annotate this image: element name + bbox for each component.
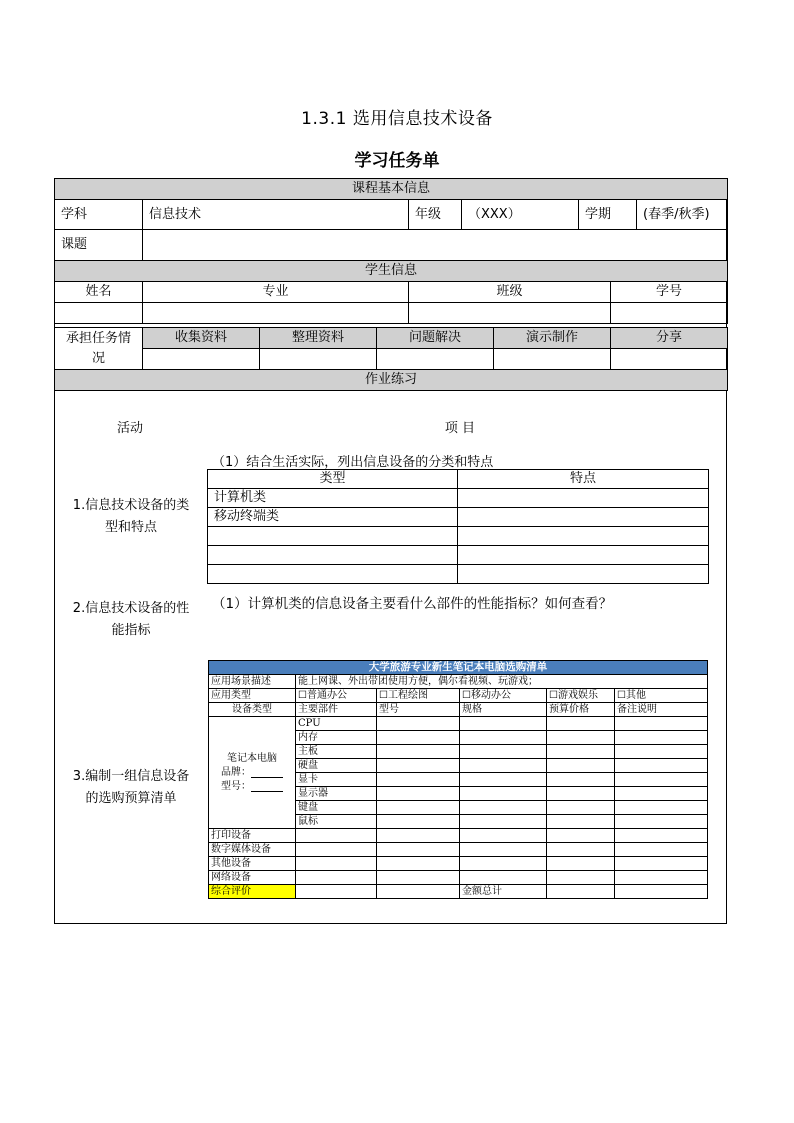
activity-2: 2.信息技术设备的性能指标 — [72, 601, 190, 638]
cell[interactable] — [460, 731, 547, 745]
cell[interactable] — [615, 801, 708, 815]
task-solve: 问题解决 — [377, 328, 494, 349]
cell[interactable] — [460, 857, 547, 871]
model-blank[interactable] — [251, 781, 283, 792]
t1-row-feature[interactable] — [458, 508, 709, 527]
cell[interactable] — [615, 885, 708, 899]
cell[interactable] — [547, 731, 615, 745]
type-option[interactable]: ☐其他 — [615, 689, 708, 703]
cell[interactable] — [377, 829, 460, 843]
cell[interactable] — [547, 871, 615, 885]
project-label: 项 目 — [444, 421, 476, 436]
question-1: （1）结合生活实际，列出信息设备的分类和特点 — [212, 455, 494, 470]
name-cell[interactable] — [55, 303, 143, 324]
grade-value[interactable]: （XXX） — [462, 200, 579, 230]
task-organize-cell[interactable] — [260, 349, 377, 370]
cell[interactable] — [377, 745, 460, 759]
task-demo-cell[interactable] — [494, 349, 611, 370]
cell[interactable] — [296, 843, 377, 857]
t1-row-feature[interactable] — [458, 489, 709, 508]
cell[interactable] — [377, 759, 460, 773]
laptop-cell — [209, 717, 296, 829]
cell[interactable] — [615, 745, 708, 759]
cell[interactable] — [547, 857, 615, 871]
cell[interactable] — [615, 773, 708, 787]
device-printer: 打印设备 — [209, 829, 296, 843]
brand-label: 品牌： — [221, 766, 251, 778]
cell[interactable] — [296, 871, 377, 885]
col-id: 学号 — [611, 282, 728, 303]
col-model: 型号 — [377, 703, 460, 717]
budget-title: 大学旅游专业新生笔记本电脑选购清单 — [209, 661, 708, 675]
t1-row-feature[interactable] — [458, 565, 709, 584]
cell[interactable] — [460, 815, 547, 829]
basic-info-header: 课程基本信息 — [55, 179, 728, 200]
type-option[interactable]: ☐游戏娱乐 — [547, 689, 615, 703]
cell[interactable] — [377, 773, 460, 787]
cell[interactable] — [547, 773, 615, 787]
cell[interactable] — [615, 857, 708, 871]
subject-value[interactable]: 信息技术 — [143, 200, 409, 230]
part-mouse: 鼠标 — [296, 815, 377, 829]
cell[interactable] — [547, 843, 615, 857]
task-table — [54, 327, 728, 391]
grade-label: 年级 — [409, 200, 462, 230]
cell[interactable] — [460, 717, 547, 731]
laptop-label: 笔记本电脑 — [227, 752, 277, 764]
task-demo: 演示制作 — [494, 328, 611, 349]
cell[interactable] — [377, 843, 460, 857]
cell[interactable] — [296, 885, 377, 899]
cell[interactable] — [377, 885, 460, 899]
cell[interactable] — [460, 829, 547, 843]
col-price: 预算价格 — [547, 703, 615, 717]
budget-table — [208, 660, 708, 899]
cell[interactable] — [460, 745, 547, 759]
col-part: 主要部件 — [296, 703, 377, 717]
cell[interactable] — [615, 787, 708, 801]
cell[interactable] — [460, 801, 547, 815]
cell[interactable] — [547, 829, 615, 843]
scene-label: 应用场景描述 — [209, 675, 296, 689]
part-display: 显示器 — [296, 787, 377, 801]
cell[interactable] — [547, 745, 615, 759]
cell[interactable] — [547, 815, 615, 829]
cell[interactable] — [460, 773, 547, 787]
cell[interactable] — [615, 717, 708, 731]
t1-row-type: 计算机类 — [208, 489, 458, 508]
task-solve-cell[interactable] — [377, 349, 494, 370]
activity-1: 1.信息技术设备的类型和特点 — [72, 498, 190, 535]
device-other: 其他设备 — [209, 857, 296, 871]
task-organize: 整理资料 — [260, 328, 377, 349]
cell[interactable] — [615, 815, 708, 829]
task-share-cell[interactable] — [611, 349, 728, 370]
total-label: 金额总计 — [460, 885, 547, 899]
t1-row-feature[interactable] — [458, 527, 709, 546]
device-type-table — [207, 469, 709, 584]
cell[interactable] — [377, 801, 460, 815]
col-device-type: 设备类型 — [209, 703, 296, 717]
homework-header: 作业练习 — [55, 370, 728, 391]
task-collect: 收集资料 — [143, 328, 260, 349]
model-label: 型号： — [221, 780, 251, 792]
part-cpu: CPU — [296, 717, 377, 731]
device-network: 网络设备 — [209, 871, 296, 885]
cell[interactable] — [615, 871, 708, 885]
cell[interactable] — [377, 787, 460, 801]
col-major: 专业 — [143, 282, 409, 303]
type-option[interactable]: ☐普通办公 — [296, 689, 377, 703]
col-note: 备注说明 — [615, 703, 708, 717]
t1-row-type[interactable] — [208, 546, 458, 565]
id-cell[interactable] — [611, 303, 728, 324]
term-value[interactable]: (春季/秋季) — [637, 200, 728, 230]
t1-row-feature[interactable] — [458, 546, 709, 565]
cell[interactable] — [377, 731, 460, 745]
cell[interactable] — [460, 759, 547, 773]
part-motherboard: 主板 — [296, 745, 377, 759]
cell[interactable] — [547, 885, 615, 899]
t1-row-type[interactable] — [208, 527, 458, 546]
cell[interactable] — [547, 759, 615, 773]
t1-head-feature: 特点 — [458, 470, 709, 489]
cell[interactable] — [377, 815, 460, 829]
activity-3: 3.编制一组信息设备的选购预算清单 — [72, 769, 190, 806]
topic-value[interactable] — [143, 230, 728, 261]
major-cell[interactable] — [143, 303, 409, 324]
cell[interactable] — [547, 787, 615, 801]
col-spec: 规格 — [460, 703, 547, 717]
page-subtitle: 学习任务单 — [354, 151, 440, 171]
cell[interactable] — [547, 717, 615, 731]
t1-row-type: 移动终端类 — [208, 508, 458, 527]
cell[interactable] — [460, 871, 547, 885]
col-class: 班级 — [409, 282, 611, 303]
term-label: 学期 — [579, 200, 637, 230]
student-info-header: 学生信息 — [55, 261, 728, 282]
eval-label: 综合评价 — [209, 885, 296, 899]
brand-blank[interactable] — [251, 767, 283, 778]
activity-label: 活动 — [116, 421, 143, 436]
cell[interactable] — [547, 801, 615, 815]
cell[interactable] — [615, 759, 708, 773]
cell[interactable] — [460, 843, 547, 857]
task-label: 承担任务情况 — [55, 328, 143, 370]
subject-label: 学科 — [55, 200, 143, 230]
part-disk: 硬盘 — [296, 759, 377, 773]
cell[interactable] — [377, 717, 460, 731]
question-2: （1）计算机类的信息设备主要看什么部件的性能指标？如何查看？ — [212, 596, 613, 612]
class-cell[interactable] — [409, 303, 611, 324]
info-table — [54, 178, 728, 324]
type-label: 应用类型 — [209, 689, 296, 703]
cell[interactable] — [615, 843, 708, 857]
cell[interactable] — [377, 871, 460, 885]
t1-head-type: 类型 — [208, 470, 458, 489]
cell[interactable] — [615, 829, 708, 843]
part-memory: 内存 — [296, 731, 377, 745]
task-share: 分享 — [611, 328, 728, 349]
part-gpu: 显卡 — [296, 773, 377, 787]
t1-row-type[interactable] — [208, 565, 458, 584]
scene-value: 能上网课、外出带团使用方便，偶尔看视频、玩游戏； — [296, 675, 708, 689]
topic-label: 课题 — [55, 230, 143, 261]
task-collect-cell[interactable] — [143, 349, 260, 370]
device-media: 数字媒体设备 — [209, 843, 296, 857]
cell[interactable] — [377, 857, 460, 871]
part-keyboard: 键盘 — [296, 801, 377, 815]
type-option[interactable]: ☐工程绘图 — [377, 689, 460, 703]
cell[interactable] — [615, 731, 708, 745]
cell[interactable] — [296, 857, 377, 871]
cell[interactable] — [296, 829, 377, 843]
cell[interactable] — [460, 787, 547, 801]
col-name: 姓名 — [55, 282, 143, 303]
type-option[interactable]: ☐移动办公 — [460, 689, 547, 703]
page-title: 1.3.1 选用信息技术设备 — [301, 109, 493, 129]
